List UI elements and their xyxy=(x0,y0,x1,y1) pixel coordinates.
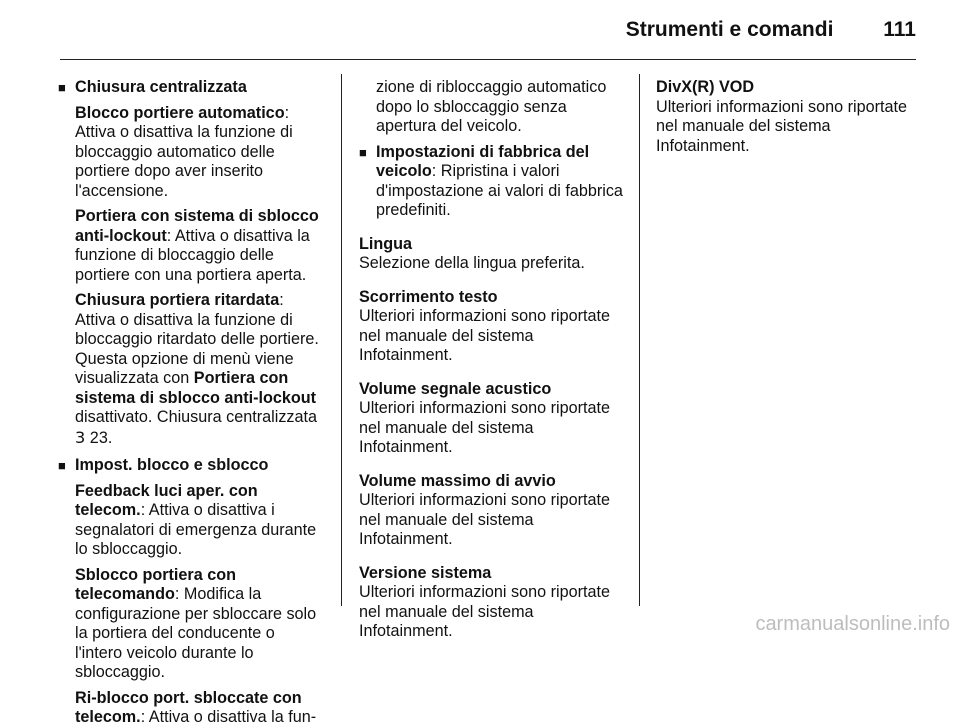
bullet-title: Chiusura centralizzata xyxy=(75,78,247,96)
bullet-square-icon: ■ xyxy=(58,80,66,95)
setting-item xyxy=(58,482,326,560)
continued-text: zione di ribloccaggio automatico dopo lo sbloccaggio senza apertura del veicolo. xyxy=(376,78,607,135)
setting-description: : Attiva o disattiva la fun- xyxy=(140,708,317,726)
section xyxy=(359,235,627,274)
setting-description: : Attiva o disattiva la funzione di bloccaggio ritardato delle portiere. Questa opzione di menù viene visualizzata con xyxy=(75,291,319,387)
setting-term: Feedback luci aper. con telecom. xyxy=(75,481,258,519)
section xyxy=(359,288,627,366)
setting-term: Sblocco portiera con telecomando xyxy=(75,565,237,603)
section-title: Lingua xyxy=(359,234,413,253)
section-title: Scorrimento testo xyxy=(359,287,498,306)
section-text: Ulteriori informazioni sono riportate nel manuale del sistema Infotainment. xyxy=(359,399,611,456)
bullet-title: Impost. blocco e sblocco xyxy=(75,456,269,474)
section-text: Selezione della lingua preferita. xyxy=(359,254,585,272)
column-2 xyxy=(359,78,627,642)
setting-item xyxy=(58,566,326,683)
setting-description: : Attiva o disattiva la funzione di bloccaggio automatico delle portiere dopo aver inserito l'accensione. xyxy=(75,103,293,200)
section xyxy=(656,78,924,156)
setting-description: : Attiva o disattiva la funzione di bloccaggio delle portiere con una portiera aperta. xyxy=(75,226,310,284)
bullet-item xyxy=(58,456,326,476)
column-1 xyxy=(58,78,326,728)
setting-term: Ri-blocco port. sbloccate con telecom. xyxy=(75,688,302,726)
section-text: Ulteriori informazioni sono riportate nel manuale del sistema Infotainment. xyxy=(359,583,611,640)
setting-term: Portiera con sistema di sblocco anti-lockout xyxy=(75,369,317,407)
section xyxy=(359,472,627,550)
section-text: Ulteriori informazioni sono riportate nel manuale del sistema Infotainment. xyxy=(656,97,908,155)
section xyxy=(359,564,627,642)
page-ref-arrow-icon: 3 xyxy=(75,427,86,447)
setting-item xyxy=(58,104,326,202)
section-title: Versione sistema xyxy=(359,563,492,582)
setting-item xyxy=(58,207,326,285)
page-title: Strumenti e comandi xyxy=(625,18,834,41)
section-text: Ulteriori informazioni sono riportate nel manuale del sistema Infotainment. xyxy=(359,307,611,364)
column-3 xyxy=(656,78,924,156)
section-text: Ulteriori informazioni sono riportate nel manuale del sistema Infotainment. xyxy=(359,491,611,548)
setting-term: Blocco portiere automatico xyxy=(75,103,285,122)
setting-description: : Ripristina i valori d'impostazione ai valori di fabbrica predefiniti. xyxy=(376,162,623,219)
setting-item xyxy=(58,689,326,728)
header-rule xyxy=(60,59,916,60)
bullet-item xyxy=(359,143,627,221)
setting-item xyxy=(58,291,326,448)
column-divider xyxy=(639,74,640,606)
setting-description: : Attiva o disattiva i segnalatori di emergenza durante lo sbloccaggio. xyxy=(75,501,317,558)
page-ref: 23. xyxy=(85,428,113,447)
bullet-square-icon: ■ xyxy=(359,144,367,160)
setting-term: Chiusura portiera ritardata xyxy=(75,291,280,309)
column-divider xyxy=(341,74,342,606)
watermark: carmanualsonline.info xyxy=(755,613,950,635)
page-number: 111 xyxy=(883,18,916,41)
setting-description: disattivato. Chiusura centralizzata xyxy=(75,408,318,426)
section-title: Volume segnale acustico xyxy=(359,379,552,398)
section-title: DivX(R) VOD xyxy=(656,78,755,96)
section xyxy=(359,380,627,458)
bullet-square-icon: ■ xyxy=(58,458,66,473)
bullet-item xyxy=(58,78,326,98)
section-title: Volume massimo di avvio xyxy=(359,471,556,490)
setting-term: Portiera con sistema di sblocco anti-lockout xyxy=(75,207,319,245)
page-header xyxy=(626,18,916,42)
setting-description: : Modifica la configurazione per sbloccare solo la portiera del conducente o l'intero veicolo durante lo sbloccaggio. xyxy=(75,585,317,681)
setting-term: Impostazioni di fabbrica del veicolo xyxy=(376,142,590,180)
